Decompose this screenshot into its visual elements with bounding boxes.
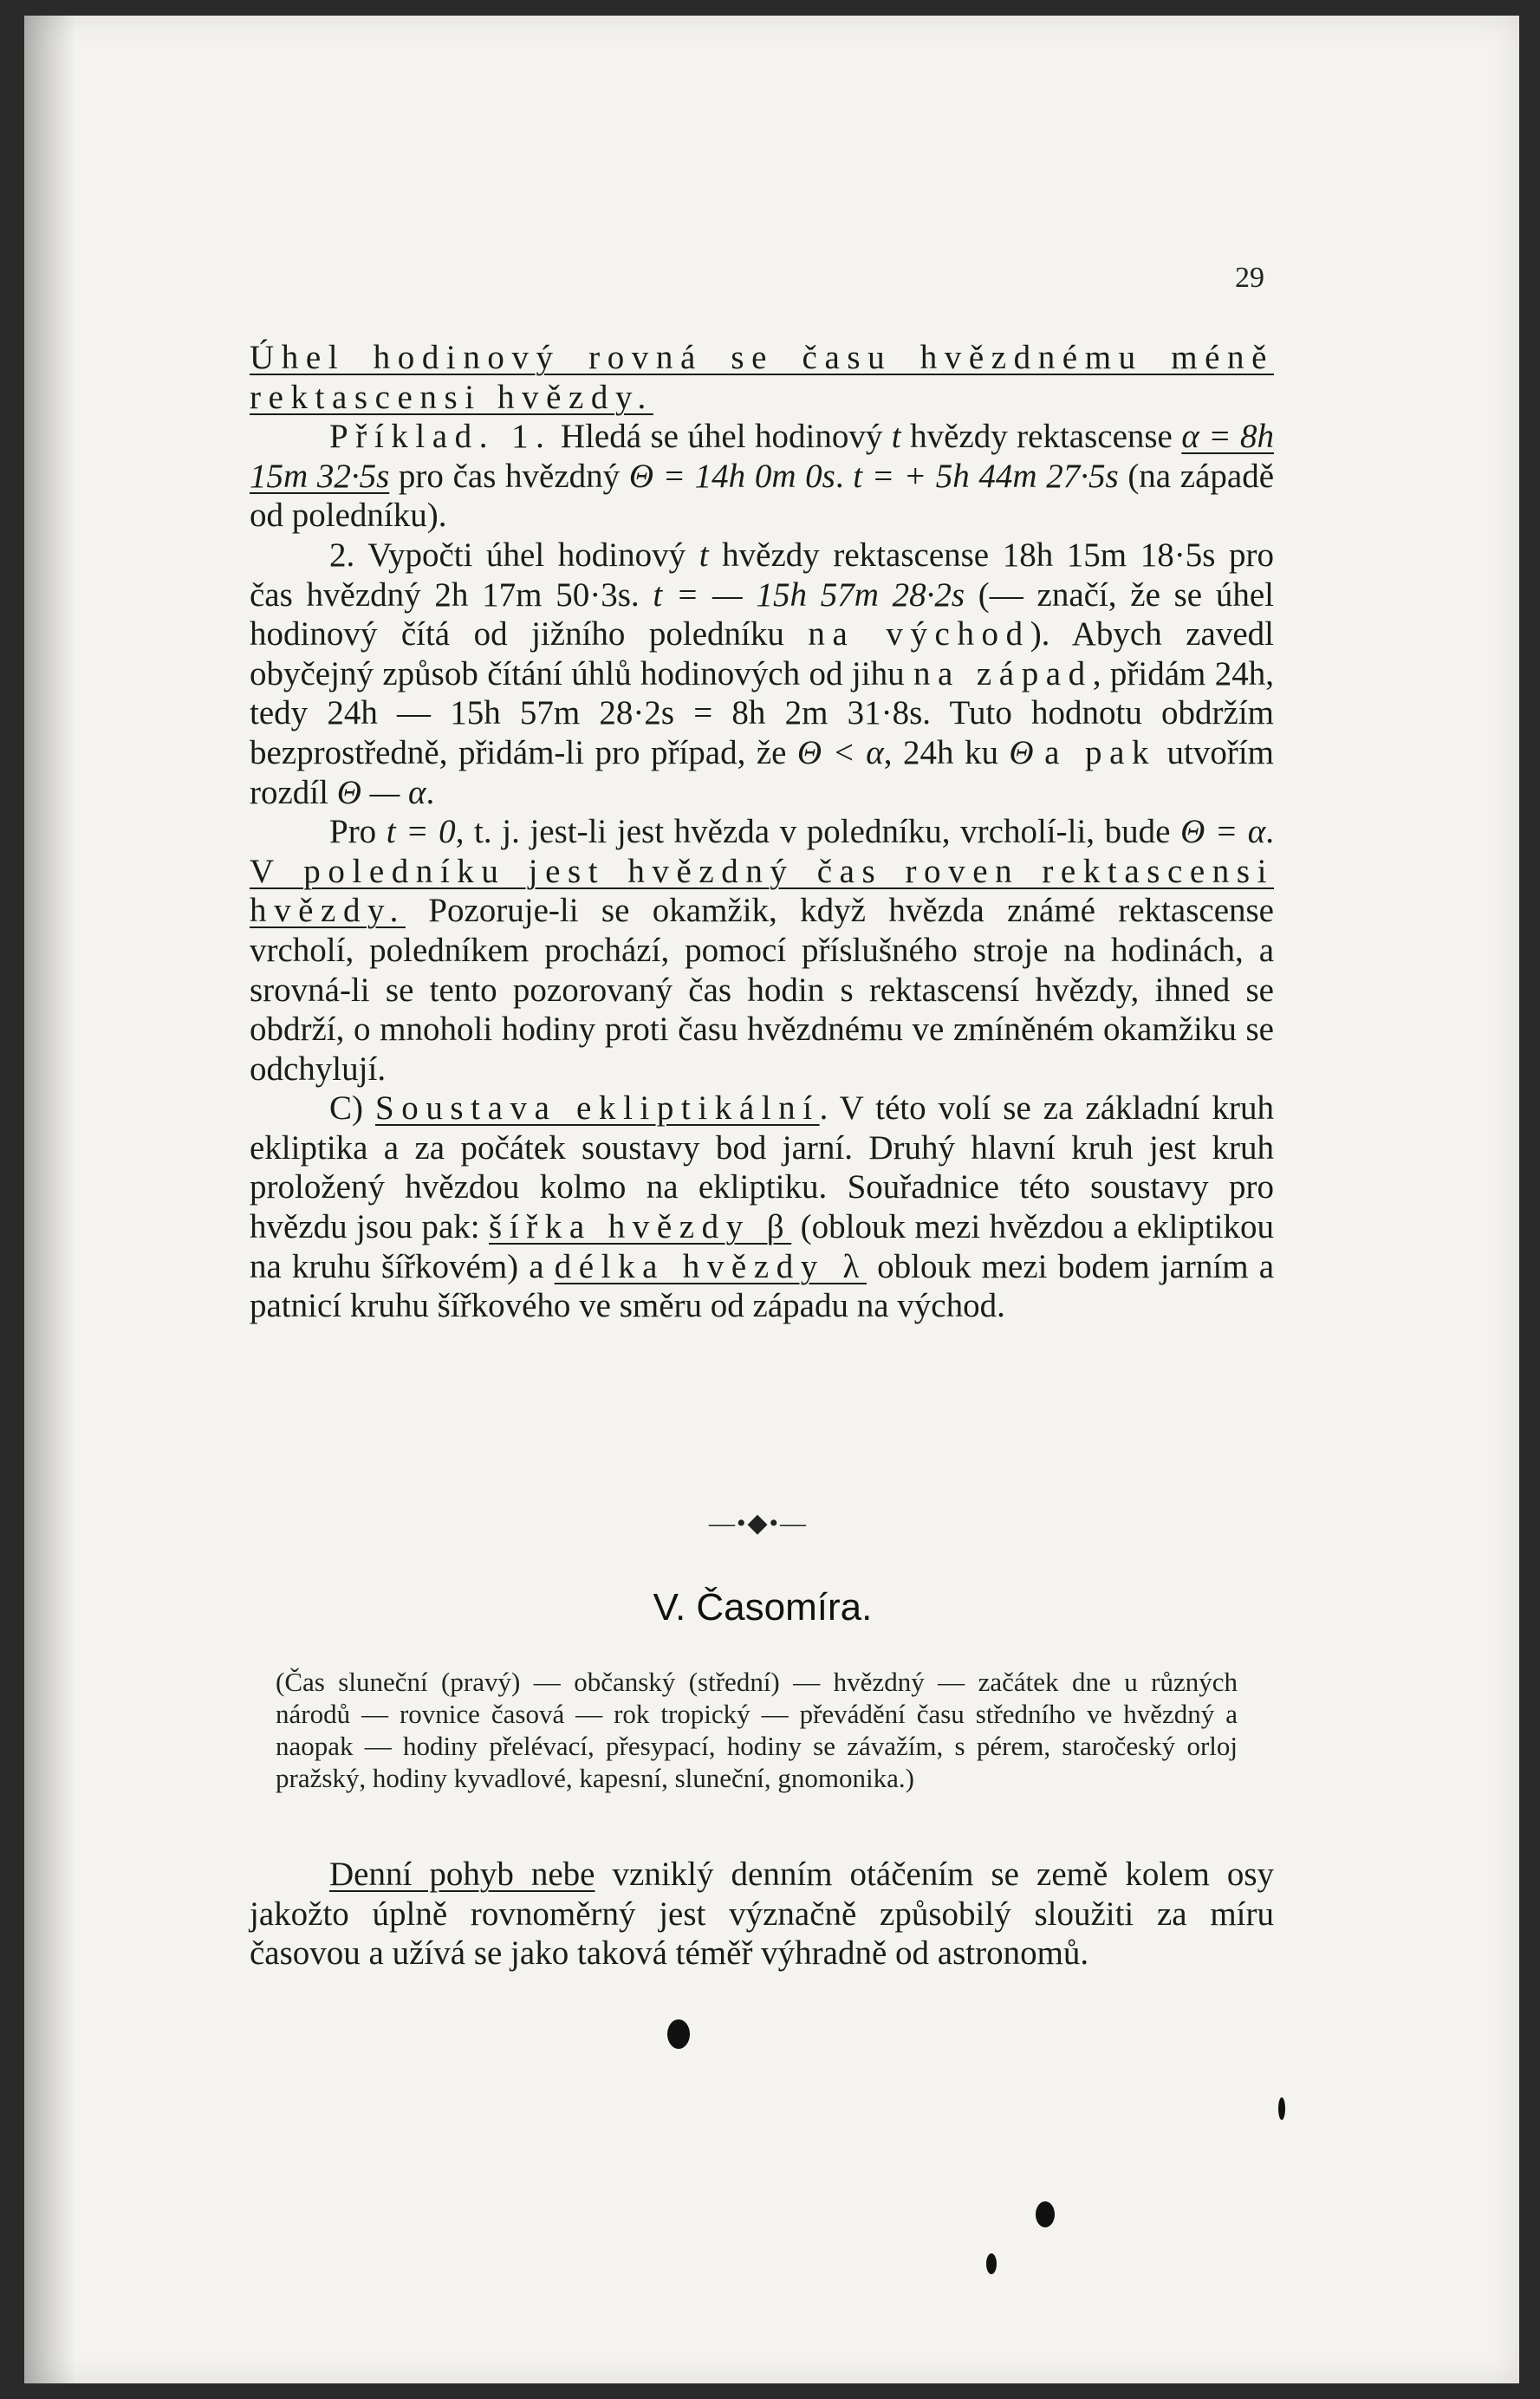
paragraph-example-2 (250, 536, 1274, 812)
math-expr: α = 8h 15m 32·5s (250, 418, 1275, 495)
math-expr: Θ = α (1180, 813, 1266, 851)
term-longitude: délka hvězdy λ (554, 1247, 867, 1285)
text-run: C) (329, 1089, 375, 1128)
math-var: t (699, 536, 709, 574)
text-run: . V této volí se za základní kruh ekliptika a za počátek soustavy bod jarní. Druhý hlavní kruh jest kruh proložený hvězdou kolmo na ekliptiku. Souřadnice této soustavy pro hvězdu jsou pak: (250, 1089, 1274, 1246)
page-spine-shadow (24, 16, 76, 2383)
paragraph-meridian (250, 812, 1274, 1089)
text-run (1034, 734, 1044, 771)
example-label: Příklad. 1. (329, 418, 552, 456)
section-ornament: —•◆•— (708, 1509, 809, 1538)
main-text (250, 338, 1274, 1326)
text-run: vzniklý denním otáčením se země kolem osy jakožto úplně rovnoměrný jest význačně způsobilý sloužiti za míru časovou a užívá se jako taková téměř výhradně od astronomů. (250, 1856, 1275, 1973)
ink-blot (1036, 2201, 1055, 2227)
text-run: utvořím rozdíl (250, 733, 1275, 811)
text-run: hvězdy rektascense 18h 15m 18·5s pro čas hvězdný 2h 17m 50·3s. (250, 536, 1274, 614)
underlined-statement: V poledníku jest hvězdný čas roven rektascensi hvězdy. (250, 852, 1274, 930)
math-expr: Θ — α (336, 773, 426, 811)
page-number: 29 (1235, 262, 1264, 294)
text-run: Hledá se úhel hodinový (551, 418, 892, 456)
text-run: ). Abych zavedl obyčejný způsob čítání úhlů hodinových od jihu (250, 615, 1274, 692)
text-run: (na západě od poledníku). (250, 457, 1275, 535)
paragraph-ecliptic (250, 1089, 1274, 1326)
term-latitude: šířka hvězdy β (489, 1208, 792, 1246)
underlined-phrase: Denní pohyb nebe (329, 1856, 595, 1893)
text-run: Pro (329, 813, 387, 851)
text-run: oblouk mezi bodem jarním a patnicí kruhu šířkového ve směru od západu na východ. (250, 1247, 1275, 1325)
ink-blot (1278, 2097, 1285, 2120)
math-var: Θ (1009, 733, 1034, 771)
text-run: , t. j. jest-li jest hvězda v poledníku, vrcholí-li, bude (455, 813, 1181, 851)
text-run: (— značí, že se úhel hodinový čítá od jižního poledníku (250, 575, 1275, 653)
math-var: t (891, 418, 901, 456)
ink-blot (986, 2253, 997, 2274)
spaced-text: na východ (808, 615, 1030, 653)
chapter-title: V. Časomíra. (653, 1586, 873, 1629)
text-run: Pozoruje-li se okamžik, když hvězda známé rektascense vrcholí, poledníkem prochází, pomocí příslušného stroje na hodinách, a srovná-li se tento pozorovaný čas hodin s rektascensí hvězdy, ihned se obdrží, o mnoholi hodiny proti času hvězdnému ve zmíněném okamžiku se odchylují. (250, 892, 1274, 1088)
paragraph-example-1 (250, 417, 1274, 536)
text-run: (oblouk mezi hvězdou a ekliptikou na kruhu šířkovém) a (250, 1208, 1274, 1285)
math-expr: Θ < α (796, 733, 884, 771)
text-run: , přidám 24h, tedy 24h — 15h 57m 28·2s = 8h 2m 31·8s. Tuto hodnotu obdržím bezprostředně, přidám-li pro případ, že (250, 654, 1274, 771)
spaced-text: na západ (913, 654, 1093, 692)
math-expr: t = 0 (386, 813, 456, 851)
spaced-text: a pak (1044, 733, 1157, 771)
text-run: 2. Vypočti úhel hodinový (329, 536, 699, 574)
ink-blot (667, 2019, 690, 2049)
text-run: . (1265, 813, 1275, 851)
paragraph-daily-motion (250, 1855, 1274, 1973)
text-run: . (835, 457, 854, 495)
math-expr: t = — 15h 57m 28·2s (653, 575, 965, 614)
paragraph-rule (250, 338, 1274, 417)
text-run: . (426, 773, 435, 811)
final-text (250, 1855, 1274, 1973)
section-heading: Soustava ekliptikální (375, 1089, 820, 1128)
text-run: hvězdy rektascense (900, 418, 1182, 456)
chapter-summary: (Čas sluneční (pravý) — občanský (střední) — hvězdný — začátek dne u různých národů — rovnice časová — rok tropický — převádění času středního ve hvězdný a naopak — hodiny přelévací, přesypací, hodiny se závažím, s pérem, staročeský orloj pražský, hodiny kyvadlové, kapesní, sluneční, gnomonika.) (276, 1667, 1238, 1793)
text-run: pro čas hvězdný (389, 457, 629, 495)
math-expr: t = + 5h 44m 27·5s (853, 457, 1119, 495)
rule-statement: Úhel hodinový rovná se času hvězdnému méně rektascensi hvězdy. (250, 339, 1274, 416)
text-run: , 24h ku (883, 733, 1010, 771)
math-expr: Θ = 14h 0m 0s (628, 457, 835, 495)
